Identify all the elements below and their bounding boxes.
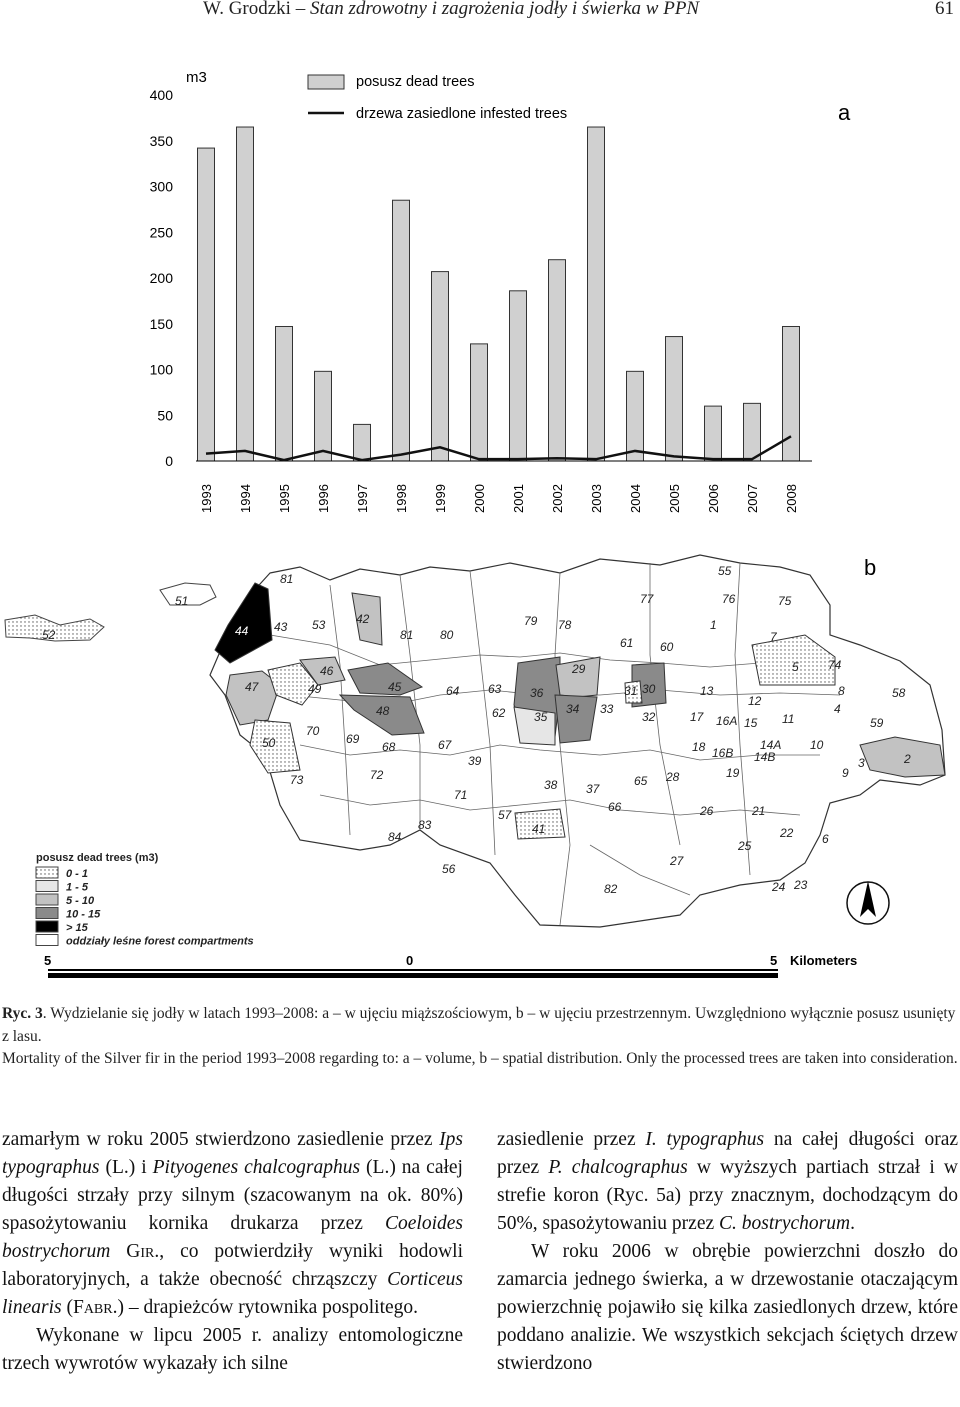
y-tick-label: 100 [149,361,173,378]
compartment-label: 73 [290,773,304,787]
x-tick-label: 2005 [667,484,682,513]
scale-unit: Kilometers [790,953,858,968]
compartment-label: 56 [442,862,456,876]
compartment-label: 3 [858,756,865,770]
compartment-label: 81 [400,628,414,642]
bar-1994 [237,127,254,461]
x-tick-label: 1995 [277,484,292,513]
compartment-label: 28 [666,770,680,784]
map-legend-label: > 15 [66,922,88,934]
x-tick-label: 1996 [316,484,331,513]
x-axis-labels [199,484,799,513]
bar-2003 [588,127,605,461]
compartment-label: 23 [794,878,808,892]
compartment-label: 75 [778,594,792,608]
compartment-label: 26 [700,804,714,818]
running-title [203,0,699,20]
bar-1996 [315,371,332,461]
compartment-label: 13 [700,684,714,698]
figure-caption [2,1003,958,1071]
y-tick-label: 0 [165,453,173,469]
compartment-label: 83 [418,818,432,832]
compartment-label: 37 [586,782,600,796]
running-header [0,0,960,26]
x-tick-label: 2004 [628,484,643,513]
map-legend-label: oddziały leśne forest compartments [66,935,254,948]
compartment-label: 16A [716,714,738,728]
x-tick-label: 1993 [199,484,214,513]
north-arrow-icon [847,881,889,924]
compartment-label: 10 [810,738,824,752]
compartment-label: 2 [904,752,911,766]
compartment-label: 81 [280,572,294,586]
header-author: W. Grodzki – [203,0,310,19]
compartment-label: 16B [712,746,734,760]
compartment-label: 19 [726,766,740,780]
bar-1999 [432,272,449,461]
bar-2001 [510,291,527,461]
panel-label-a: a [838,100,851,125]
y-tick-label: 350 [149,132,173,149]
header-title: Stan zdrowotny i zagrożenia jodły i świerka w PPN [309,0,700,19]
compartment-label: 31 [624,684,638,698]
map-legend-swatch [36,894,58,905]
map-legend [36,852,254,948]
compartment-label: 6 [822,832,829,846]
legend-label-dead-trees: posusz dead trees [356,74,475,90]
compartment-label: 15 [744,716,758,730]
bar-2004 [627,371,644,461]
compartment-label: 76 [722,592,736,606]
compartment-label: 1 [710,618,717,632]
bar-1998 [393,200,410,461]
compartment-label: 80 [440,628,454,642]
compartment-label: 39 [468,754,482,768]
compartment-label: 70 [306,724,320,738]
x-tick-label: 2001 [511,484,526,513]
caption-label: Ryc. 3 [2,1005,43,1022]
compartment-label: 50 [262,736,276,750]
x-tick-label: 1999 [433,484,448,513]
x-tick-label: 1998 [394,484,409,513]
infested-trees-line [206,436,791,460]
caption-pl: Ryc. 3. Wydzielanie się jodły w latach 1993–2008: a – w ujęciu miąższościowym, b – w ujęciu przestrzennym. Uwzględniono wyłącznie posusz usunięty z lasu. [2,1005,956,1045]
y-tick-label: 250 [149,224,173,241]
compartment-label: 74 [828,658,842,672]
compartment-label: 64 [446,684,460,698]
compartment-label: 52 [42,628,56,642]
compartment-label: 33 [600,702,614,716]
y-tick-label: 150 [149,315,173,332]
x-tick-label: 1994 [238,484,253,513]
compartment-label: 12 [748,694,762,708]
compartment-label: 61 [620,636,634,650]
compartment-label: 35 [534,710,548,724]
scale-mid: 0 [406,953,414,968]
map-legend-label: 5 - 10 [66,895,95,907]
compartment-label: 27 [670,854,684,868]
y-tick-label: 300 [149,178,173,195]
compartment-label: 42 [356,612,370,626]
panel-label-b: b [864,555,877,580]
compartment-label: 67 [438,738,452,752]
caption-en: Mortality of the Silver fir in the period 1993–2008 regarding to: a – volume, b – spatial distribution. Only the processed trees are taken into consideration. [2,1050,958,1067]
compartment-label: 14A [760,738,782,752]
compartment-label: 69 [346,732,360,746]
bar-2002 [549,260,566,461]
compartment-label: 55 [718,564,732,578]
compartment-label: 65 [634,774,648,788]
compartment-label: 5 [792,660,799,674]
compartment-label: 78 [558,618,572,632]
y-unit-label: m3 [186,69,207,86]
compartment-label: 49 [308,682,322,696]
compartment-label: 66 [608,800,622,814]
bar-2007 [744,403,761,461]
y-tick-label: 50 [157,407,173,424]
bar-1993 [198,148,215,461]
compartment-label: 30 [642,682,656,696]
legend-swatch-dead-trees [308,75,344,89]
right-paragraph-1: zasiedlenie przez I. typographus na całej długości oraz przez P. chalcographus w wyższych partiach strzał i w strefie koron (Ryc. 5a) przy znacznym, dochodzącym do 50%, spasożytowaniu przez C. bostrychorum. [497,1129,959,1234]
x-tick-label: 2008 [784,484,799,513]
left-paragraph-1: zamarłym w roku 2005 stwierdzono zasiedlenie przez Ips typographus (L.) i Pityogenes chalcographus (L.) na całej długości strzały przy silnym (szacowanym na ok. 80%) spasożytowaniu kornika drukarza przez Coeloides bostrychorum Gir., co potwierdziły wyniki hodowli laboratoryjnych, a także obecność chrząszczy Corticeus linearis (Fabr.) – drapieżców rytownika pospolitego. [2,1129,463,1318]
compartment-label: 46 [320,664,334,678]
figure-b-map [0,545,960,985]
compartment-label: 60 [660,640,674,654]
compartment-label: 38 [544,778,558,792]
compartment-label: 62 [492,706,506,720]
compartment-label: 17 [690,710,704,724]
scale-left: 5 [44,953,52,968]
x-tick-label: 2007 [745,484,760,513]
compartment-label: 44 [235,624,249,638]
compartment-label: 47 [245,680,259,694]
compartment-label: 82 [604,882,618,896]
bar-series [198,127,800,461]
compartment-label: 45 [388,680,402,694]
compartment-label: 9 [842,766,849,780]
x-tick-label: 2002 [550,484,565,513]
compartment-label: 72 [370,768,384,782]
scale-bar [44,953,857,978]
compartment-label: 14B [754,750,776,764]
map-legend-label: 1 - 5 [66,881,89,894]
map-legend-swatch [36,908,58,919]
compartment-label: 79 [524,614,538,628]
map-legend-label: 10 - 15 [66,908,101,921]
scale-right: 5 [770,953,778,968]
compartment-label: 59 [870,716,884,730]
compartment-label: 58 [892,686,906,700]
right-paragraph-2: W roku 2006 w obrębie powierzchni doszło do zamarcia jednego świerka, a w drzewostanie otaczającym powierzchnię pojawiło się kilka zasiedlonych drzew, które poddano analizie. We wszystkich sekcjach ściętych drzew stwierdzono [497,1241,958,1374]
x-tick-label: 2006 [706,484,721,513]
compartment-label: 8 [838,684,845,698]
compartment-label: 53 [312,618,326,632]
compartment-label: 63 [488,682,502,696]
bar-2000 [471,344,488,461]
compartment-label: 48 [376,704,390,718]
left-paragraph-2: Wykonane w lipcu 2005 r. analizy entomologiczne trzech wywrotów wykazały ich silne [2,1325,463,1374]
compartment-label: 68 [382,740,396,754]
bar-1995 [276,326,293,461]
bar-2005 [666,337,683,461]
map-legend-swatch [36,867,58,878]
compartment-label: 34 [566,702,580,716]
compartment-label: 57 [498,808,512,822]
compartment-label: 18 [692,740,706,754]
compartment-label: 41 [532,822,546,836]
map-legend-swatch [36,921,58,932]
figure-a-chart [0,60,960,530]
bar-1997 [354,424,371,461]
map-legend-title: posusz dead trees (m3) [36,852,159,864]
x-tick-label: 2003 [589,484,604,513]
body-column-right [497,1126,958,1378]
compartment-label: 84 [388,830,402,844]
compartment-label: 7 [770,630,777,644]
compartment-label: 32 [642,710,656,724]
map-legend-label: 0 - 1 [66,868,89,880]
y-tick-label: 400 [149,87,173,103]
compartment-label: 36 [530,686,544,700]
compartment-label: 21 [752,804,766,818]
y-axis [150,87,174,469]
compartment-label: 71 [454,788,468,802]
x-tick-label: 1997 [355,484,370,513]
map-legend-swatch [36,935,58,946]
compartment-label: 11 [782,712,795,726]
page-number: 61 [935,0,954,19]
compartment-label: 24 [772,880,786,894]
map-legend-swatch [36,881,58,892]
compartment-label: 25 [738,839,752,853]
x-tick-label: 2000 [472,484,487,513]
body-column-left [2,1126,463,1378]
compartment-label: 22 [780,826,794,840]
compartment-label: 51 [175,594,189,608]
y-tick-label: 200 [149,270,173,286]
compartment-label: 77 [640,592,654,606]
legend-label-infested: drzewa zasiedlone infested trees [356,106,568,122]
compartment-label: 29 [572,662,586,676]
bar-2006 [705,406,722,461]
compartment-label: 4 [834,702,841,716]
compartment-label: 43 [274,620,288,634]
